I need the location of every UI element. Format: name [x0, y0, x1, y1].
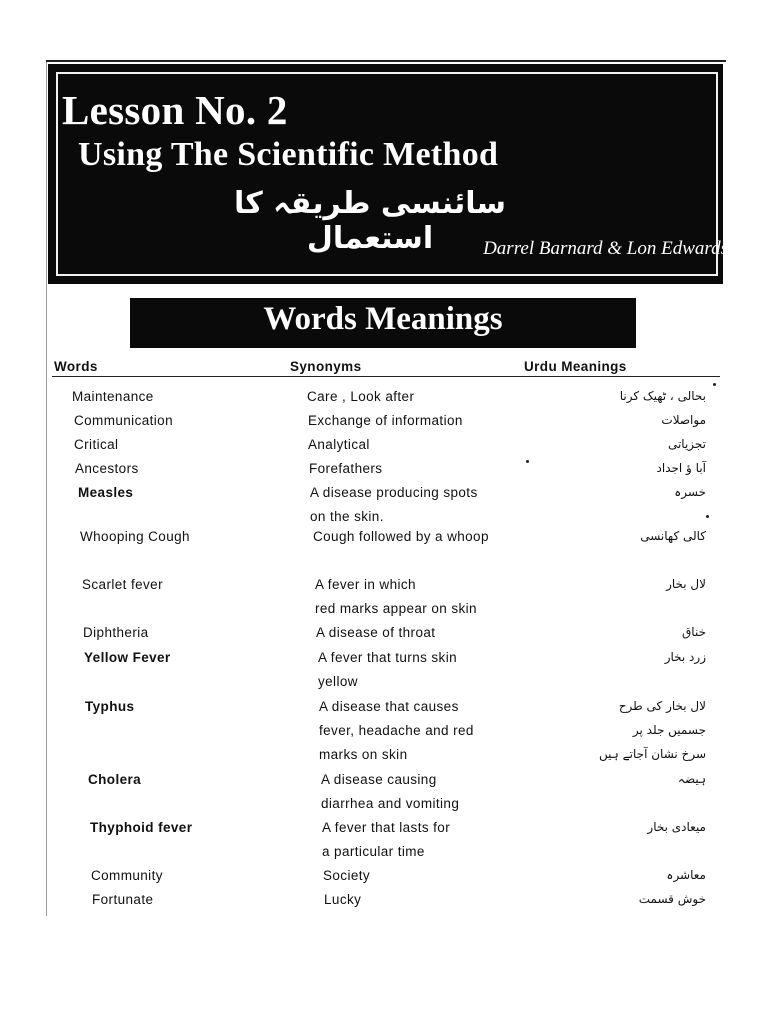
urdu-meaning-cell: خسرہ: [674, 485, 706, 499]
urdu-meaning-cell: ہیضہ: [677, 772, 706, 786]
urdu-meaning-cell: تجزیاتی: [667, 437, 706, 451]
synonym-cell: red marks appear on skin: [315, 601, 477, 616]
urdu-meaning-cell: آبا ؤ اجداد: [656, 461, 706, 475]
synonym-cell: A fever that lasts for: [322, 820, 451, 835]
scan-speck: [706, 515, 709, 518]
synonym-cell: A disease that causes: [319, 699, 459, 714]
lesson-authors: Darrel Barnard & Lon Edwards: [483, 238, 728, 259]
synonym-cell: Lucky: [324, 892, 362, 907]
synonym-cell: on the skin.: [310, 509, 384, 524]
synonym-cell: yellow: [318, 674, 358, 689]
urdu-meaning-cell: خناق: [681, 625, 706, 639]
synonym-cell: A disease of throat: [316, 625, 436, 640]
synonym-cell: Society: [323, 868, 371, 883]
word-cell: Whooping Cough: [80, 529, 190, 544]
header-rule: [52, 376, 720, 377]
synonym-cell: A disease causing: [321, 772, 437, 787]
synonym-cell: a particular time: [322, 844, 425, 859]
urdu-meaning-cell: کالی کھانسی: [640, 529, 706, 543]
urdu-meaning-cell: معاشرہ: [666, 868, 706, 882]
synonym-cell: marks on skin: [319, 747, 408, 762]
urdu-meaning-cell: مواصلات: [661, 413, 706, 427]
synonym-cell: Analytical: [308, 437, 370, 452]
urdu-meaning-cell: زرد بخار: [664, 650, 706, 664]
synonym-cell: A fever that turns skin: [318, 650, 458, 665]
urdu-meaning-cell: میعادی بخار: [647, 820, 706, 834]
urdu-meaning-cell: سرخ نشان آجاتے ہیں: [599, 747, 706, 761]
word-cell: Communication: [74, 413, 173, 428]
scan-speck: [526, 460, 529, 463]
urdu-meaning-cell: لال بخار کی طرح: [618, 699, 706, 713]
word-cell: Measles: [78, 485, 134, 500]
urdu-meaning-cell: لال بخار: [666, 577, 706, 591]
word-cell: Scarlet fever: [82, 577, 163, 592]
synonym-cell: fever, headache and red: [319, 723, 474, 738]
scan-speck: [713, 383, 716, 386]
header-synonyms: Synonyms: [290, 359, 362, 374]
header-words: Words: [54, 359, 98, 374]
synonym-cell: Forefathers: [309, 461, 383, 476]
urdu-meaning-cell: جسمیں جلد پر: [632, 723, 706, 737]
top-rule: [46, 60, 726, 62]
word-cell: Community: [91, 868, 163, 883]
word-cell: Maintenance: [72, 389, 154, 404]
section-header: [130, 298, 636, 348]
word-cell: Diphtheria: [83, 625, 149, 640]
word-cell: Ancestors: [75, 461, 139, 476]
lesson-title: Using The Scientific Method: [78, 136, 499, 173]
word-cell: Thyphoid fever: [90, 820, 193, 835]
synonym-cell: A disease producing spots: [310, 485, 478, 500]
word-cell: Cholera: [88, 772, 142, 787]
urdu-meaning-cell: خوش قسمت: [638, 892, 706, 906]
synonym-cell: Cough followed by a whoop: [313, 529, 489, 544]
header-urdu-meanings: Urdu Meanings: [524, 359, 627, 374]
lesson-number: Lesson No. 2: [62, 87, 288, 133]
synonym-cell: A fever in which: [315, 577, 416, 592]
synonym-cell: Exchange of information: [308, 413, 463, 428]
word-cell: Fortunate: [92, 892, 154, 907]
word-cell: Yellow Fever: [84, 650, 171, 665]
urdu-meaning-cell: بحالی ، ٹھیک کرنا: [619, 389, 706, 403]
word-cell: Critical: [74, 437, 119, 452]
section-title: Words Meanings: [263, 301, 503, 337]
word-cell: Typhus: [85, 699, 135, 714]
synonym-cell: Care , Look after: [307, 389, 415, 404]
synonym-cell: diarrhea and vomiting: [321, 796, 460, 811]
lesson-urdu-title: سائنسی طریقہ کا استعمال: [233, 186, 507, 256]
